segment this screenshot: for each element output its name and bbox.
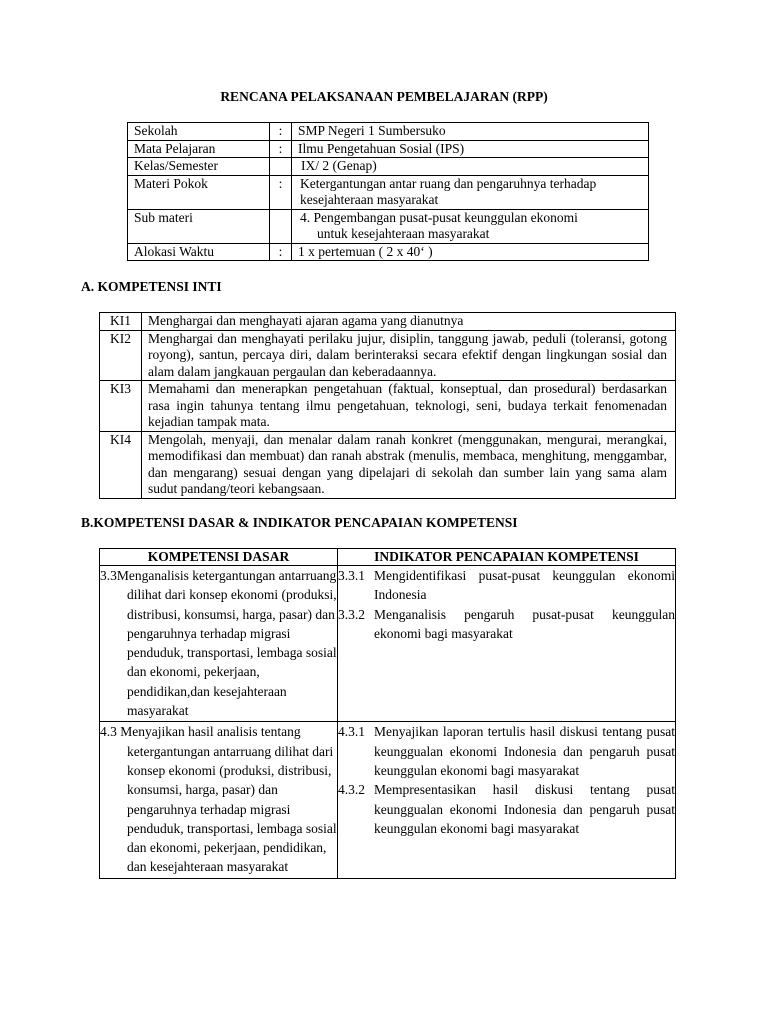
ki-code: KI1 <box>100 313 142 331</box>
ki-description: Mengolah, menyaji, dan menalar dalam ranah konkret (menggunakan, mengurai, merangkai, memodifikasi dan membuat) dan ranah abstrak (menulis, membaca, menghitung, menggambar, dan mengarang) sesuai dengan yang dipelajari di sekolah dan sumber lain yang sama alam sudut pandang/teori kebangsaan. <box>142 431 676 498</box>
kd-row <box>100 722 676 878</box>
ki-description: Menghargai dan menghayati perilaku jujur, disiplin, tanggung jawab, peduli (toleransi, gotong royong), santun, percaya diri, dalam berinteraksi secara efektif dengan lingkungan sosial dan alam dalam jangkauan pergaulan dan keberadaannya. <box>142 330 676 381</box>
ki-row <box>100 330 676 381</box>
info-value: IX/ 2 (Genap) <box>292 158 649 176</box>
info-value: Ilmu Pengetahuan Sosial (IPS) <box>292 140 649 158</box>
info-value: 1 x pertemuan ( 2 x 40‘ ) <box>292 243 649 261</box>
section-a-heading: A. KOMPETENSI INTI <box>81 279 222 294</box>
indicator-cell <box>338 722 676 878</box>
indicator-cell <box>338 566 676 722</box>
ki-description: Memahami dan menerapkan pengetahuan (faktual, konseptual, dan prosedural) berdasarkan rasa ingin tahunya tentang ilmu pengetahuan, teknologi, seni, budaya terkait fenomenadan kejadian tampak mata. <box>142 381 676 432</box>
indicator-text: Menyajikan laporan tertulis hasil diskusi tentang pusat keunggualan ekonomi Indonesia dan pengaruh pusat keunggulan ekonomi bagi masyarakat <box>374 724 675 778</box>
info-row <box>128 175 649 209</box>
info-label: Alokasi Waktu <box>128 243 270 261</box>
info-value: SMP Negeri 1 Sumbersuko <box>292 123 649 141</box>
kd-cell <box>100 566 338 722</box>
header-indikator: INDIKATOR PENCAPAIAN KOMPETENSI <box>338 549 676 566</box>
kd-text: 3.3Menganalisis ketergantungan antarruang dilihat dari konsep ekonomi (produksi, distribusi, konsumsi, harga, pasar) dan pengaruhnya terhadap migrasi penduduk, transportasi, lembaga sosial dan ekonomi, pekerjaan, pendidikan,dan kesejahteraan masyarakat <box>100 568 337 719</box>
info-separator: : <box>270 243 292 261</box>
info-separator: : <box>270 175 292 209</box>
indicator-item <box>338 605 675 644</box>
info-separator <box>270 158 292 176</box>
indicator-number: 4.3.2 <box>338 782 365 798</box>
kompetensi-inti-table <box>99 312 676 499</box>
info-value-line1: 4. Pengembangan pusat-pusat keunggulan ekonomi <box>300 209 578 225</box>
info-value-line1: Ketergantungan antar ruang dan pengaruhnya terhadap <box>300 175 597 191</box>
ki-code: KI3 <box>100 381 142 432</box>
info-label: Materi Pokok <box>128 175 270 209</box>
info-value <box>292 175 649 209</box>
info-row <box>128 158 649 176</box>
indicator-item <box>338 722 675 780</box>
section-b-heading: B.KOMPETENSI DASAR & INDIKATOR PENCAPAIAN KOMPETENSI <box>81 515 518 530</box>
info-label: Mata Pelajaran <box>128 140 270 158</box>
header-kompetensi-dasar: KOMPETENSI DASAR <box>100 549 338 566</box>
info-value-line2: untuk kesejahteraan masyarakat <box>317 226 490 241</box>
document-title: RENCANA PELAKSANAAN PEMBELAJARAN (RPP) <box>220 89 548 104</box>
info-row <box>128 243 649 261</box>
indicator-text: Menganalisis pengaruh pusat-pusat keunggulan ekonomi bagi masyarakat <box>374 606 675 641</box>
indicator-text: Mengidentifikasi pusat-pusat keunggulan ekonomi Indonesia <box>374 568 675 603</box>
info-separator: : <box>270 140 292 158</box>
info-label: Sub materi <box>128 209 270 243</box>
indicator-item <box>338 780 675 838</box>
info-separator <box>270 209 292 243</box>
info-row <box>128 140 649 158</box>
kd-header-row <box>100 549 676 566</box>
info-value-line2: kesejahteraan masyarakat <box>300 192 439 207</box>
indicator-text: Mempresentasikan hasil diskusi tentang pusat keunggualan ekonomi Indonesia dan pengaruh pusat keunggulan ekonomi bagi masyarakat <box>374 782 675 836</box>
info-row <box>128 209 649 243</box>
kd-row <box>100 566 676 722</box>
ki-code: KI4 <box>100 431 142 498</box>
ki-description: Menghargai dan menghayati ajaran agama yang dianutnya <box>142 313 676 331</box>
indicator-number: 3.3.1 <box>338 568 365 583</box>
info-value <box>292 209 649 243</box>
info-separator: : <box>270 123 292 141</box>
indicator-number: 4.3.1 <box>338 724 365 740</box>
ki-code: KI2 <box>100 330 142 381</box>
info-label: Kelas/Semester <box>128 158 270 176</box>
info-label: Sekolah <box>128 123 270 141</box>
kd-cell <box>100 722 338 878</box>
ki-row <box>100 313 676 331</box>
kompetensi-dasar-table <box>99 548 676 879</box>
indicator-item <box>338 566 675 605</box>
ki-row <box>100 431 676 498</box>
school-info-table <box>127 122 649 261</box>
ki-row <box>100 381 676 432</box>
info-row <box>128 123 649 141</box>
kd-text: 4.3 Menyajikan hasil analisis tentang ketergantungan antarruang dilihat dari konsep ekonomi (produksi, distribusi, konsumsi, harga, pasar) dan pengaruhnya terhadap migrasi penduduk, transportasi, lembaga sosial dan ekonomi, pekerjaan, pendidikan, dan kesejahteraan masyarakat <box>100 724 337 875</box>
indicator-number: 3.3.2 <box>338 606 365 622</box>
